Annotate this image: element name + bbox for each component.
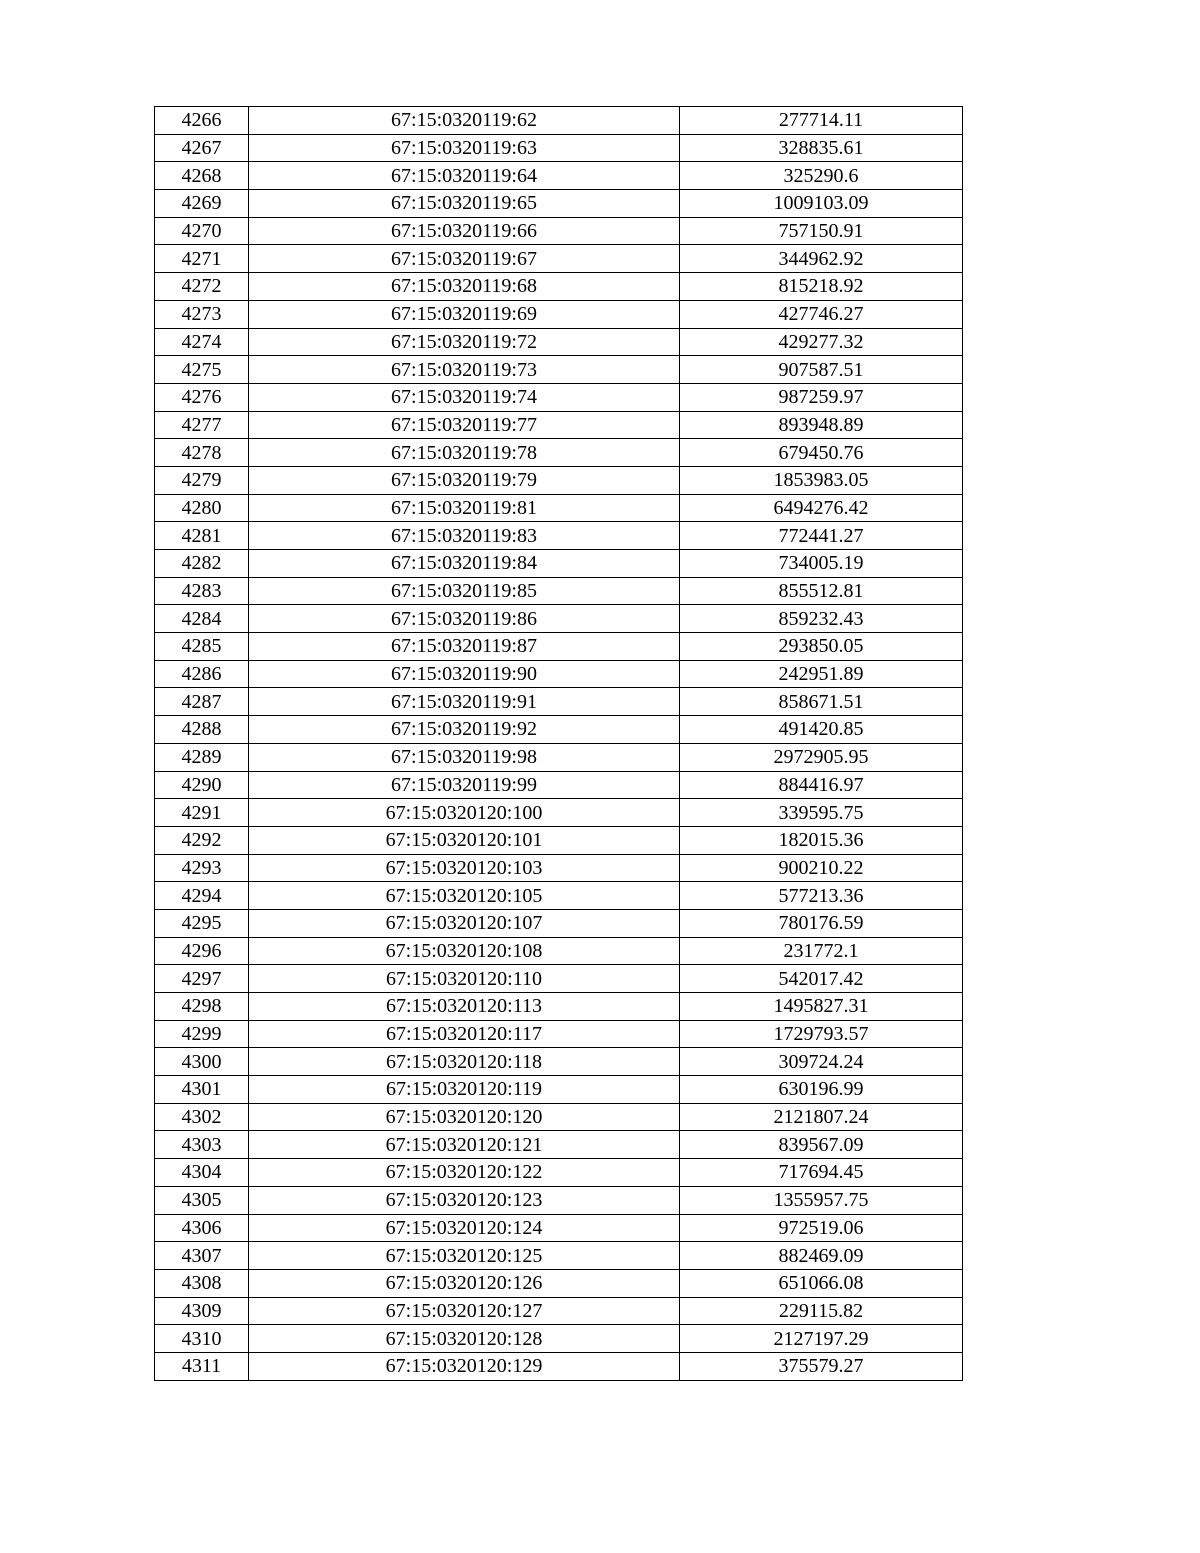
cadastral-number-cell: 67:15:0320120:118 <box>249 1048 680 1076</box>
cadastral-number-cell: 67:15:0320120:122 <box>249 1159 680 1187</box>
cadastral-number-cell: 67:15:0320120:105 <box>249 882 680 910</box>
table-row <box>155 1269 963 1297</box>
row-number-cell: 4301 <box>155 1076 249 1104</box>
table-row <box>155 162 963 190</box>
row-number-cell: 4268 <box>155 162 249 190</box>
row-number-cell: 4287 <box>155 688 249 716</box>
table-row <box>155 383 963 411</box>
table-row <box>155 1076 963 1104</box>
row-number-cell: 4288 <box>155 716 249 744</box>
cadastral-number-cell: 67:15:0320120:128 <box>249 1325 680 1353</box>
row-number-cell: 4273 <box>155 300 249 328</box>
value-cell: 1495827.31 <box>680 993 963 1021</box>
cadastral-number-cell: 67:15:0320120:120 <box>249 1103 680 1131</box>
cadastral-number-cell: 67:15:0320120:119 <box>249 1076 680 1104</box>
table-row <box>155 1048 963 1076</box>
table-row <box>155 273 963 301</box>
row-number-cell: 4277 <box>155 411 249 439</box>
value-cell: 577213.36 <box>680 882 963 910</box>
table-row <box>155 633 963 661</box>
table-row <box>155 134 963 162</box>
table-row <box>155 937 963 965</box>
row-number-cell: 4302 <box>155 1103 249 1131</box>
value-cell: 229115.82 <box>680 1297 963 1325</box>
value-cell: 651066.08 <box>680 1269 963 1297</box>
row-number-cell: 4289 <box>155 743 249 771</box>
row-number-cell: 4281 <box>155 522 249 550</box>
table-row <box>155 356 963 384</box>
row-number-cell: 4309 <box>155 1297 249 1325</box>
row-number-cell: 4291 <box>155 799 249 827</box>
table-row <box>155 1159 963 1187</box>
cadastral-number-cell: 67:15:0320120:127 <box>249 1297 680 1325</box>
value-cell: 375579.27 <box>680 1352 963 1380</box>
cadastral-number-cell: 67:15:0320119:87 <box>249 633 680 661</box>
cadastral-number-cell: 67:15:0320119:91 <box>249 688 680 716</box>
data-table <box>154 106 963 1381</box>
cadastral-number-cell: 67:15:0320120:110 <box>249 965 680 993</box>
cadastral-number-cell: 67:15:0320120:126 <box>249 1269 680 1297</box>
cadastral-number-cell: 67:15:0320120:121 <box>249 1131 680 1159</box>
cadastral-number-cell: 67:15:0320119:66 <box>249 217 680 245</box>
value-cell: 884416.97 <box>680 771 963 799</box>
table-row <box>155 1131 963 1159</box>
value-cell: 339595.75 <box>680 799 963 827</box>
value-cell: 900210.22 <box>680 854 963 882</box>
row-number-cell: 4303 <box>155 1131 249 1159</box>
cadastral-number-cell: 67:15:0320119:92 <box>249 716 680 744</box>
cadastral-number-cell: 67:15:0320120:117 <box>249 1020 680 1048</box>
table-row <box>155 909 963 937</box>
value-cell: 972519.06 <box>680 1214 963 1242</box>
table-row <box>155 411 963 439</box>
cadastral-number-cell: 67:15:0320119:86 <box>249 605 680 633</box>
value-cell: 325290.6 <box>680 162 963 190</box>
cadastral-number-cell: 67:15:0320120:100 <box>249 799 680 827</box>
row-number-cell: 4286 <box>155 660 249 688</box>
row-number-cell: 4275 <box>155 356 249 384</box>
table-row <box>155 965 963 993</box>
table-row <box>155 439 963 467</box>
value-cell: 855512.81 <box>680 577 963 605</box>
table-row <box>155 854 963 882</box>
row-number-cell: 4270 <box>155 217 249 245</box>
value-cell: 907587.51 <box>680 356 963 384</box>
row-number-cell: 4308 <box>155 1269 249 1297</box>
table-row <box>155 1325 963 1353</box>
row-number-cell: 4305 <box>155 1186 249 1214</box>
table-row <box>155 1186 963 1214</box>
value-cell: 182015.36 <box>680 826 963 854</box>
value-cell: 1355957.75 <box>680 1186 963 1214</box>
table-row <box>155 743 963 771</box>
value-cell: 344962.92 <box>680 245 963 273</box>
value-cell: 1009103.09 <box>680 190 963 218</box>
cadastral-number-cell: 67:15:0320119:99 <box>249 771 680 799</box>
cadastral-number-cell: 67:15:0320119:98 <box>249 743 680 771</box>
cadastral-number-cell: 67:15:0320119:84 <box>249 550 680 578</box>
row-number-cell: 4274 <box>155 328 249 356</box>
value-cell: 630196.99 <box>680 1076 963 1104</box>
table-body <box>155 107 963 1381</box>
value-cell: 1853983.05 <box>680 466 963 494</box>
table-row <box>155 494 963 522</box>
value-cell: 987259.97 <box>680 383 963 411</box>
row-number-cell: 4290 <box>155 771 249 799</box>
table-row <box>155 1297 963 1325</box>
value-cell: 772441.27 <box>680 522 963 550</box>
table-row <box>155 300 963 328</box>
row-number-cell: 4283 <box>155 577 249 605</box>
row-number-cell: 4267 <box>155 134 249 162</box>
table-row <box>155 1242 963 1270</box>
value-cell: 858671.51 <box>680 688 963 716</box>
value-cell: 2121807.24 <box>680 1103 963 1131</box>
table-row <box>155 688 963 716</box>
value-cell: 717694.45 <box>680 1159 963 1187</box>
cadastral-number-cell: 67:15:0320120:108 <box>249 937 680 965</box>
cadastral-number-cell: 67:15:0320120:124 <box>249 1214 680 1242</box>
cadastral-number-cell: 67:15:0320120:123 <box>249 1186 680 1214</box>
row-number-cell: 4297 <box>155 965 249 993</box>
table-row <box>155 716 963 744</box>
table-row <box>155 993 963 1021</box>
value-cell: 277714.11 <box>680 107 963 135</box>
cadastral-number-cell: 67:15:0320119:90 <box>249 660 680 688</box>
cadastral-number-cell: 67:15:0320119:81 <box>249 494 680 522</box>
value-cell: 859232.43 <box>680 605 963 633</box>
cadastral-number-cell: 67:15:0320120:125 <box>249 1242 680 1270</box>
table-row <box>155 882 963 910</box>
cadastral-number-cell: 67:15:0320119:72 <box>249 328 680 356</box>
cadastral-number-cell: 67:15:0320119:79 <box>249 466 680 494</box>
table-row <box>155 605 963 633</box>
cadastral-number-cell: 67:15:0320119:69 <box>249 300 680 328</box>
row-number-cell: 4310 <box>155 1325 249 1353</box>
table-row <box>155 190 963 218</box>
value-cell: 815218.92 <box>680 273 963 301</box>
value-cell: 1729793.57 <box>680 1020 963 1048</box>
row-number-cell: 4299 <box>155 1020 249 1048</box>
row-number-cell: 4294 <box>155 882 249 910</box>
row-number-cell: 4295 <box>155 909 249 937</box>
cadastral-number-cell: 67:15:0320119:68 <box>249 273 680 301</box>
table-row <box>155 799 963 827</box>
cadastral-number-cell: 67:15:0320120:103 <box>249 854 680 882</box>
cadastral-number-cell: 67:15:0320119:78 <box>249 439 680 467</box>
value-cell: 2127197.29 <box>680 1325 963 1353</box>
row-number-cell: 4300 <box>155 1048 249 1076</box>
cadastral-number-cell: 67:15:0320119:65 <box>249 190 680 218</box>
value-cell: 2972905.95 <box>680 743 963 771</box>
row-number-cell: 4304 <box>155 1159 249 1187</box>
table-row <box>155 660 963 688</box>
value-cell: 231772.1 <box>680 937 963 965</box>
row-number-cell: 4271 <box>155 245 249 273</box>
row-number-cell: 4279 <box>155 466 249 494</box>
value-cell: 757150.91 <box>680 217 963 245</box>
row-number-cell: 4306 <box>155 1214 249 1242</box>
cadastral-number-cell: 67:15:0320119:63 <box>249 134 680 162</box>
row-number-cell: 4276 <box>155 383 249 411</box>
table-row <box>155 466 963 494</box>
table-row <box>155 550 963 578</box>
table-row <box>155 826 963 854</box>
value-cell: 780176.59 <box>680 909 963 937</box>
value-cell: 6494276.42 <box>680 494 963 522</box>
table-row <box>155 1020 963 1048</box>
cadastral-number-cell: 67:15:0320119:74 <box>249 383 680 411</box>
table-row <box>155 771 963 799</box>
cadastral-number-cell: 67:15:0320119:67 <box>249 245 680 273</box>
table-row <box>155 1214 963 1242</box>
value-cell: 309724.24 <box>680 1048 963 1076</box>
value-cell: 429277.32 <box>680 328 963 356</box>
value-cell: 839567.09 <box>680 1131 963 1159</box>
row-number-cell: 4292 <box>155 826 249 854</box>
row-number-cell: 4296 <box>155 937 249 965</box>
cadastral-number-cell: 67:15:0320120:101 <box>249 826 680 854</box>
value-cell: 427746.27 <box>680 300 963 328</box>
table-row <box>155 577 963 605</box>
table-row <box>155 217 963 245</box>
table-row <box>155 522 963 550</box>
row-number-cell: 4266 <box>155 107 249 135</box>
row-number-cell: 4272 <box>155 273 249 301</box>
table-row <box>155 1103 963 1131</box>
table-row <box>155 1352 963 1380</box>
cadastral-number-cell: 67:15:0320119:83 <box>249 522 680 550</box>
row-number-cell: 4298 <box>155 993 249 1021</box>
value-cell: 491420.85 <box>680 716 963 744</box>
row-number-cell: 4282 <box>155 550 249 578</box>
cadastral-number-cell: 67:15:0320120:113 <box>249 993 680 1021</box>
cadastral-number-cell: 67:15:0320120:129 <box>249 1352 680 1380</box>
value-cell: 882469.09 <box>680 1242 963 1270</box>
row-number-cell: 4307 <box>155 1242 249 1270</box>
cadastral-number-cell: 67:15:0320119:64 <box>249 162 680 190</box>
table-row <box>155 328 963 356</box>
value-cell: 293850.05 <box>680 633 963 661</box>
table-row <box>155 245 963 273</box>
value-cell: 734005.19 <box>680 550 963 578</box>
cadastral-number-cell: 67:15:0320119:85 <box>249 577 680 605</box>
value-cell: 679450.76 <box>680 439 963 467</box>
row-number-cell: 4293 <box>155 854 249 882</box>
row-number-cell: 4311 <box>155 1352 249 1380</box>
row-number-cell: 4285 <box>155 633 249 661</box>
cadastral-number-cell: 67:15:0320119:73 <box>249 356 680 384</box>
value-cell: 893948.89 <box>680 411 963 439</box>
row-number-cell: 4284 <box>155 605 249 633</box>
value-cell: 328835.61 <box>680 134 963 162</box>
cadastral-number-cell: 67:15:0320120:107 <box>249 909 680 937</box>
value-cell: 242951.89 <box>680 660 963 688</box>
cadastral-number-cell: 67:15:0320119:62 <box>249 107 680 135</box>
value-cell: 542017.42 <box>680 965 963 993</box>
cadastral-number-cell: 67:15:0320119:77 <box>249 411 680 439</box>
row-number-cell: 4280 <box>155 494 249 522</box>
table-row <box>155 107 963 135</box>
row-number-cell: 4278 <box>155 439 249 467</box>
row-number-cell: 4269 <box>155 190 249 218</box>
